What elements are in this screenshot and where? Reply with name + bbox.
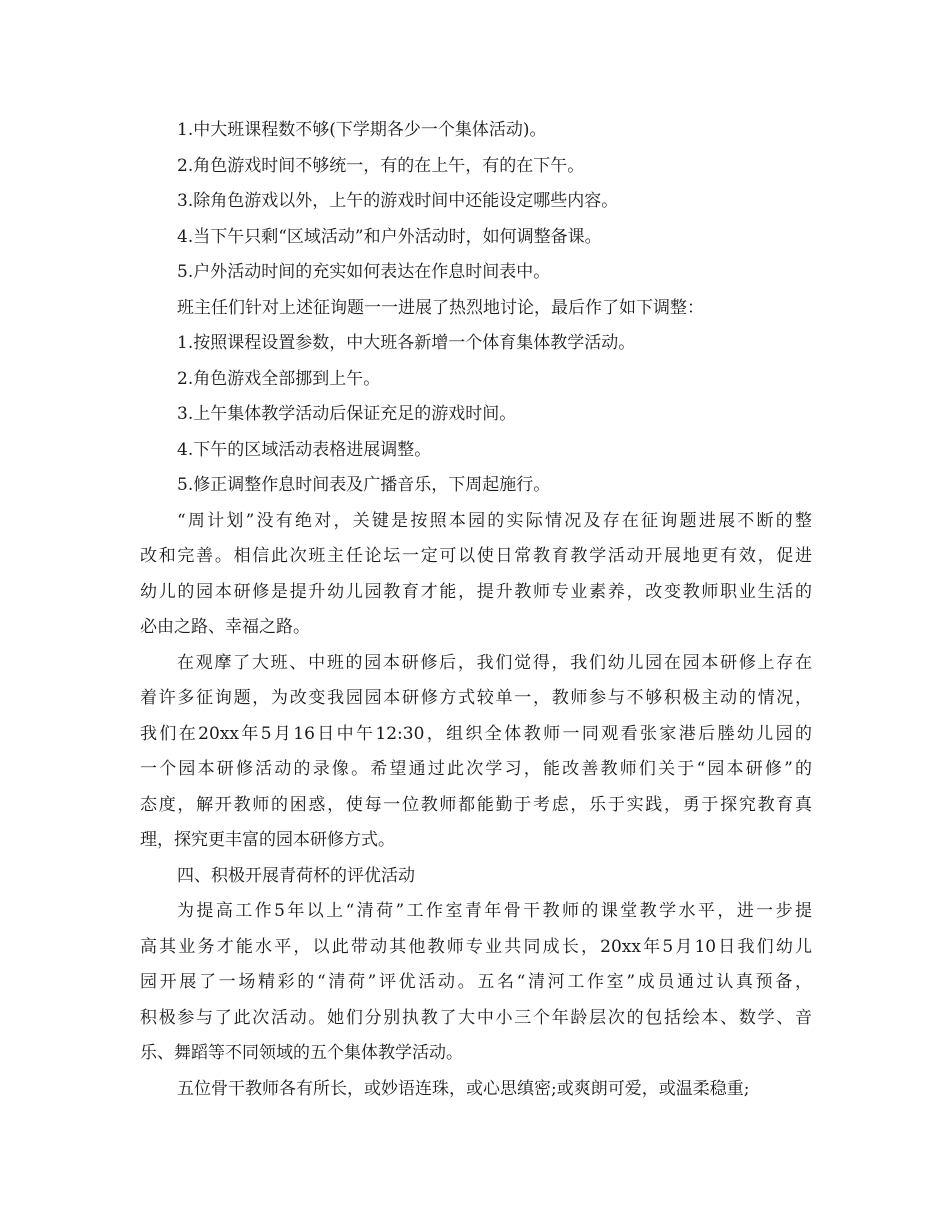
adjustment-item: 1.按照课程设置参数，中大班各新增一个体育集体教学活动。 <box>177 333 636 353</box>
paragraph-line: 幼儿的园本研修是提升幼儿园教育才能，提升教师专业素养，改变教师职业生活的 <box>140 581 812 602</box>
question-item: 5.户外活动时间的充实如何表达在作息时间表中。 <box>177 262 551 282</box>
paragraph-line: 一个园本研修活动的录像。希望通过此次学习，能改善教师们关于“园本研修”的 <box>140 759 812 779</box>
questions-list <box>140 113 812 291</box>
document-page <box>140 113 812 1107</box>
paragraph-line: 园开展了一场精彩的“清荷”评优活动。五名“清河工作室”成员通过认真预备， <box>140 972 812 992</box>
discussion-intro: 班主任们针对上述征询题一一进展了热烈地讨论，最后作了如下调整： <box>177 297 704 318</box>
adjustment-item: 5.修正调整作息时间表及广播音乐，下周起施行。 <box>177 475 551 495</box>
question-item: 4.当下午只剩“区域活动”和户外活动时，如何调整备课。 <box>177 226 602 247</box>
adjustment-item: 4.下午的区域活动表格进展调整。 <box>177 439 432 460</box>
paragraph-observation <box>140 646 812 859</box>
paragraph-line: 着许多征询题，为改变我园园本研修方式较单一，教师参与不够积极主动的情况， <box>140 688 812 708</box>
paragraph-line: “周计划”没有绝对，关键是按照本园的实际情况及存在征询题进展不断的整 <box>177 510 812 531</box>
paragraph-line: 改和完善。相信此次班主任论坛一定可以使日常教育教学活动开展地更有效，促进 <box>140 546 812 566</box>
paragraph-teachers <box>140 1072 812 1108</box>
question-item: 1.中大班课程数不够(下学期各少一个集体活动)。 <box>177 120 547 140</box>
adjustments-list <box>140 326 812 504</box>
paragraph-line: 态度，解开教师的困惑，使每一位教师都能勤于考虑，乐于实践，勇于探究教育真 <box>140 794 812 815</box>
adjustment-item: 3.上午集体教学活动后保证充足的游戏时间。 <box>177 404 517 424</box>
paragraph-line: 在观摩了大班、中班的园本研修后，我们觉得，我们幼儿园在园本研修上存在 <box>177 652 812 673</box>
paragraph-line: 为提高工作5年以上“清荷”工作室青年骨干教师的课堂教学水平，进一步提 <box>177 901 812 921</box>
paragraph-line: 我们在20xx年5月16日中午12:30，组织全体教师一同观看张家港后塍幼儿园的 <box>140 723 812 744</box>
paragraph-line: 高其业务才能水平，以此带动其他教师专业共同成长，20xx年5月10日我们幼儿 <box>140 936 812 957</box>
paragraph-weekly-plan <box>140 504 812 646</box>
question-item: 2.角色游戏时间不够统一，有的在上午，有的在下午。 <box>177 155 585 176</box>
paragraph-line: 乐、舞蹈等不同领域的五个集体教学活动。 <box>140 1043 463 1063</box>
adjustment-item: 2.角色游戏全部挪到上午。 <box>177 368 381 389</box>
section-heading: 四、积极开展青荷杯的评优活动 <box>177 865 415 886</box>
paragraph-qinghe <box>140 894 812 1072</box>
paragraph-line: 积极参与了此次活动。她们分别执教了大中小三个年龄层次的包括绘本、数学、音 <box>140 1007 812 1028</box>
question-item: 3.除角色游戏以外，上午的游戏时间中还能设定哪些内容。 <box>177 191 619 211</box>
paragraph-line: 必由之路、幸福之路。 <box>140 617 310 637</box>
paragraph-line: 理，探究更丰富的园本研修方式。 <box>140 830 395 850</box>
paragraph-line: 五位骨干教师各有所长，或妙语连珠，或心思缜密;或爽朗可爱，或温柔稳重; <box>177 1078 750 1099</box>
